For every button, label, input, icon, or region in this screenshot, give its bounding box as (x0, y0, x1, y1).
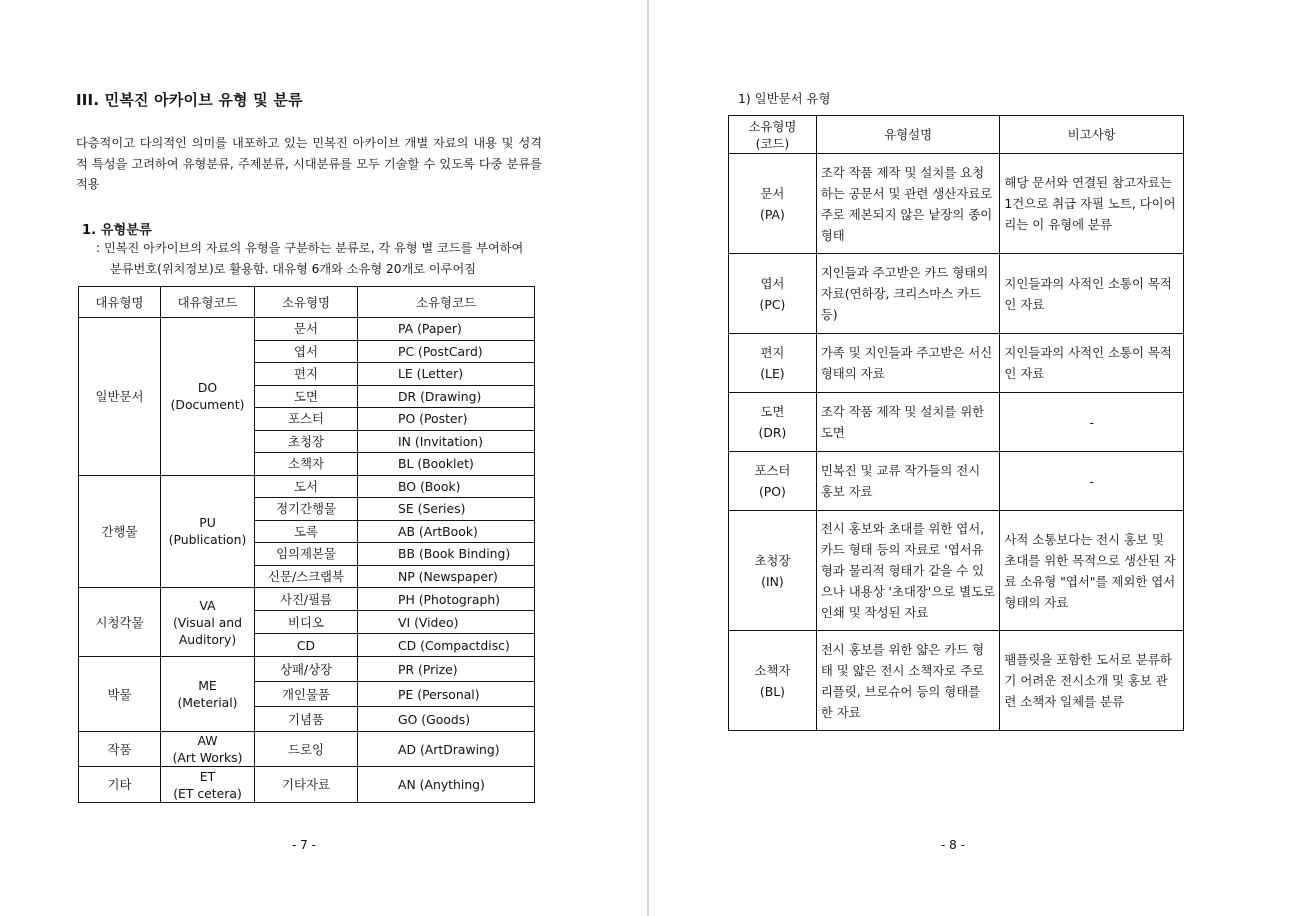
type-code: (IN) (761, 573, 784, 589)
type-code: (LE) (760, 366, 785, 381)
table-row (79, 732, 535, 767)
type-classification-table (78, 286, 535, 803)
note-cell: 해당 문서와 연결된 참고자료는 1건으로 취급 자필 노트, 다이어리는 이 유형에 분류 (1000, 154, 1184, 254)
header-minor-code: 소유형코드 (358, 287, 535, 318)
right-page (649, 0, 1296, 916)
major-code: ET (199, 768, 216, 784)
major-code-name: (ET cetera) (173, 785, 242, 801)
type-cell (729, 334, 817, 393)
major-code: VA (199, 597, 216, 613)
minor-type-cell: 임의제본물 (255, 543, 358, 566)
description-line-2: 분류번호(위치정보)로 활용함. 대유형 6개와 소유형 20개로 이루어짐 (110, 262, 476, 276)
note-cell: - (1000, 452, 1184, 511)
major-type-cell: 간행물 (79, 475, 161, 588)
type-name: 포스터 (754, 463, 791, 478)
type-name: 편지 (760, 345, 785, 360)
intro-paragraph: 다층적이고 다의적인 의미를 내포하고 있는 민복진 아카이브 개별 자료의 내용 및 성격적 특성을 고려하여 유형분류, 주제분류, 시대분류를 모두 기술할 수 있도록 다중 분류를 적용 (76, 136, 542, 191)
type-name: 초청장 (754, 552, 791, 568)
type-code: (DR) (758, 425, 787, 440)
minor-type-cell: 드로잉 (255, 732, 358, 767)
minor-type-cell: 사진/필름 (255, 588, 358, 611)
type-cell (729, 254, 817, 334)
type-name: 도면 (760, 404, 785, 419)
note-cell: 지인들과의 사적인 소통이 목적인 자료 (1000, 254, 1184, 334)
minor-type-cell: 소책자 (255, 453, 358, 476)
major-code-cell (161, 732, 255, 767)
major-code-name: (Publication) (168, 532, 247, 548)
type-code: (PO) (758, 484, 786, 499)
header-minor-type-name: 소유형명 (748, 118, 797, 134)
minor-code-cell: BL (Booklet) (358, 453, 535, 476)
major-type-cell: 일반문서 (79, 318, 161, 476)
minor-type-cell: 비디오 (255, 611, 358, 634)
major-code-cell (161, 767, 255, 803)
minor-type-cell: 기타자료 (255, 767, 358, 803)
major-code-cell (161, 318, 255, 476)
description-cell: 민복진 및 교류 작가들의 전시 홍보 자료 (816, 452, 1000, 511)
major-code-cell (161, 657, 255, 732)
minor-type-cell: 신문/스크랩북 (255, 565, 358, 588)
subsection-description (96, 238, 542, 280)
minor-type-cell: 정기간행물 (255, 498, 358, 521)
type-name: 문서 (760, 185, 785, 201)
minor-type-cell: 초청장 (255, 430, 358, 453)
table-row (729, 154, 1184, 254)
minor-code-cell: AB (ArtBook) (358, 520, 535, 543)
minor-code-cell: DR (Drawing) (358, 385, 535, 408)
major-type-cell: 작품 (79, 732, 161, 767)
minor-type-cell: 기념품 (255, 707, 358, 732)
table-row (729, 511, 1184, 631)
header-minor-type-code: (코드) (755, 135, 790, 151)
type-cell (729, 511, 817, 631)
table-row (729, 393, 1184, 452)
major-type-cell: 박물 (79, 657, 161, 732)
minor-code-cell: IN (Invitation) (358, 430, 535, 453)
major-code-name: (Document) (170, 397, 245, 413)
description-line-1: : 민복진 아카이브의 자료의 유형을 구분하는 분류로, 각 유형 별 코드를 부여하여 (96, 241, 524, 255)
minor-code-cell: VI (Video) (358, 611, 535, 634)
description-cell: 지인들과 주고받은 카드 형태의 자료(연하장, 크리스마스 카드 등) (816, 254, 1000, 334)
table-row (79, 657, 535, 682)
section-heading: III. 민복진 아카이브 유형 및 분류 (76, 91, 303, 109)
note-cell: 사적 소통보다는 전시 홍보 및 초대를 위한 목적으로 생산된 자료 소유형 "엽서"를 제외한 엽서 형태의 자료 (1000, 511, 1184, 631)
minor-code-cell: PO (Poster) (358, 408, 535, 431)
major-code-cell (161, 588, 255, 657)
major-code-cell (161, 475, 255, 588)
type-code: (PA) (760, 206, 785, 222)
page-number: - 7 - (292, 838, 316, 852)
note-cell: - (1000, 393, 1184, 452)
minor-type-cell: 도록 (255, 520, 358, 543)
type-name: 엽서 (760, 275, 785, 291)
minor-type-cell: 포스터 (255, 408, 358, 431)
left-page (0, 0, 647, 916)
table-row (79, 318, 535, 341)
minor-type-cell: CD (255, 634, 358, 657)
description-cell: 조각 작품 제작 및 설치를 위한 도면 (816, 393, 1000, 452)
type-cell (729, 154, 817, 254)
general-document-table (728, 115, 1184, 731)
description-cell: 전시 홍보와 초대를 위한 엽서, 카드 형태 등의 자료로 '엽서유형과 물리적 형태가 같을 수 있으나 내용상 '초대장'으로 별도로 인쇄 및 작성된 자료 (816, 511, 1000, 631)
description-cell: 전시 홍보를 위한 얇은 카드 형태 및 얇은 전시 소책자로 주로 리플릿, 브로슈어 등의 형태를 한 자료 (816, 631, 1000, 731)
major-code-name-cont: Auditory) (178, 631, 237, 647)
major-code: ME (198, 678, 217, 693)
header-minor-type: 소유형명 (255, 287, 358, 318)
header-minor-type (729, 116, 817, 154)
subsection-heading: 1) 일반문서 유형 (738, 91, 831, 106)
minor-code-cell: BO (Book) (358, 475, 535, 498)
minor-code-cell: BB (Book Binding) (358, 543, 535, 566)
type-code: (BL) (759, 683, 785, 699)
table-row (729, 334, 1184, 393)
description-cell: 가족 및 지인들과 주고받은 서신 형태의 자료 (816, 334, 1000, 393)
table-row (79, 475, 535, 498)
minor-type-cell: 도서 (255, 475, 358, 498)
minor-code-cell: AN (Anything) (358, 767, 535, 803)
minor-code-cell: PC (PostCard) (358, 340, 535, 363)
minor-type-cell: 편지 (255, 363, 358, 386)
major-type-cell: 시청각물 (79, 588, 161, 657)
type-cell (729, 631, 817, 731)
minor-code-cell: LE (Letter) (358, 363, 535, 386)
minor-code-cell: SE (Series) (358, 498, 535, 521)
table-row (729, 631, 1184, 731)
type-cell (729, 452, 817, 511)
major-code: DO (197, 380, 218, 396)
major-code-name: (Meterial) (177, 695, 238, 710)
minor-code-cell: PE (Personal) (358, 682, 535, 707)
major-code-name: (Art Works) (172, 750, 243, 765)
note-cell: 지인들과의 사적인 소통이 목적인 자료 (1000, 334, 1184, 393)
minor-type-cell: 엽서 (255, 340, 358, 363)
major-code-name: (Visual and (172, 614, 243, 630)
minor-type-cell: 도면 (255, 385, 358, 408)
minor-code-cell: PR (Prize) (358, 657, 535, 682)
subsection-heading: 1. 유형분류 (82, 223, 152, 238)
minor-code-cell: GO (Goods) (358, 707, 535, 732)
major-code: PU (199, 515, 216, 531)
page-number: - 8 - (941, 838, 965, 852)
description-cell: 조각 작품 제작 및 설치를 요청하는 공문서 및 관련 생산자료로 주로 제본되지 않은 낱장의 종이형태 (816, 154, 1000, 254)
minor-type-cell: 상패/상장 (255, 657, 358, 682)
table-row (79, 767, 535, 803)
minor-code-cell: AD (ArtDrawing) (358, 732, 535, 767)
major-code: AW (197, 733, 218, 748)
header-major-type: 대유형명 (79, 287, 161, 318)
minor-type-cell: 개인물품 (255, 682, 358, 707)
table-row (729, 452, 1184, 511)
major-type-cell: 기타 (79, 767, 161, 803)
header-description: 유형설명 (816, 116, 1000, 154)
minor-code-cell: NP (Newspaper) (358, 565, 535, 588)
header-major-code: 대유형코드 (161, 287, 255, 318)
table-row (729, 254, 1184, 334)
table-row (79, 588, 535, 611)
type-name: 소책자 (754, 662, 791, 678)
minor-code-cell: PH (Photograph) (358, 588, 535, 611)
minor-type-cell: 문서 (255, 318, 358, 341)
note-cell: 팸플릿을 포함한 도서로 분류하기 어려운 전시소개 및 홍보 관련 소책자 일체를 분류 (1000, 631, 1184, 731)
type-cell (729, 393, 817, 452)
type-code: (PC) (759, 296, 786, 312)
header-notes: 비고사항 (1000, 116, 1184, 154)
minor-code-cell: CD (Compactdisc) (358, 634, 535, 657)
minor-code-cell: PA (Paper) (358, 318, 535, 341)
